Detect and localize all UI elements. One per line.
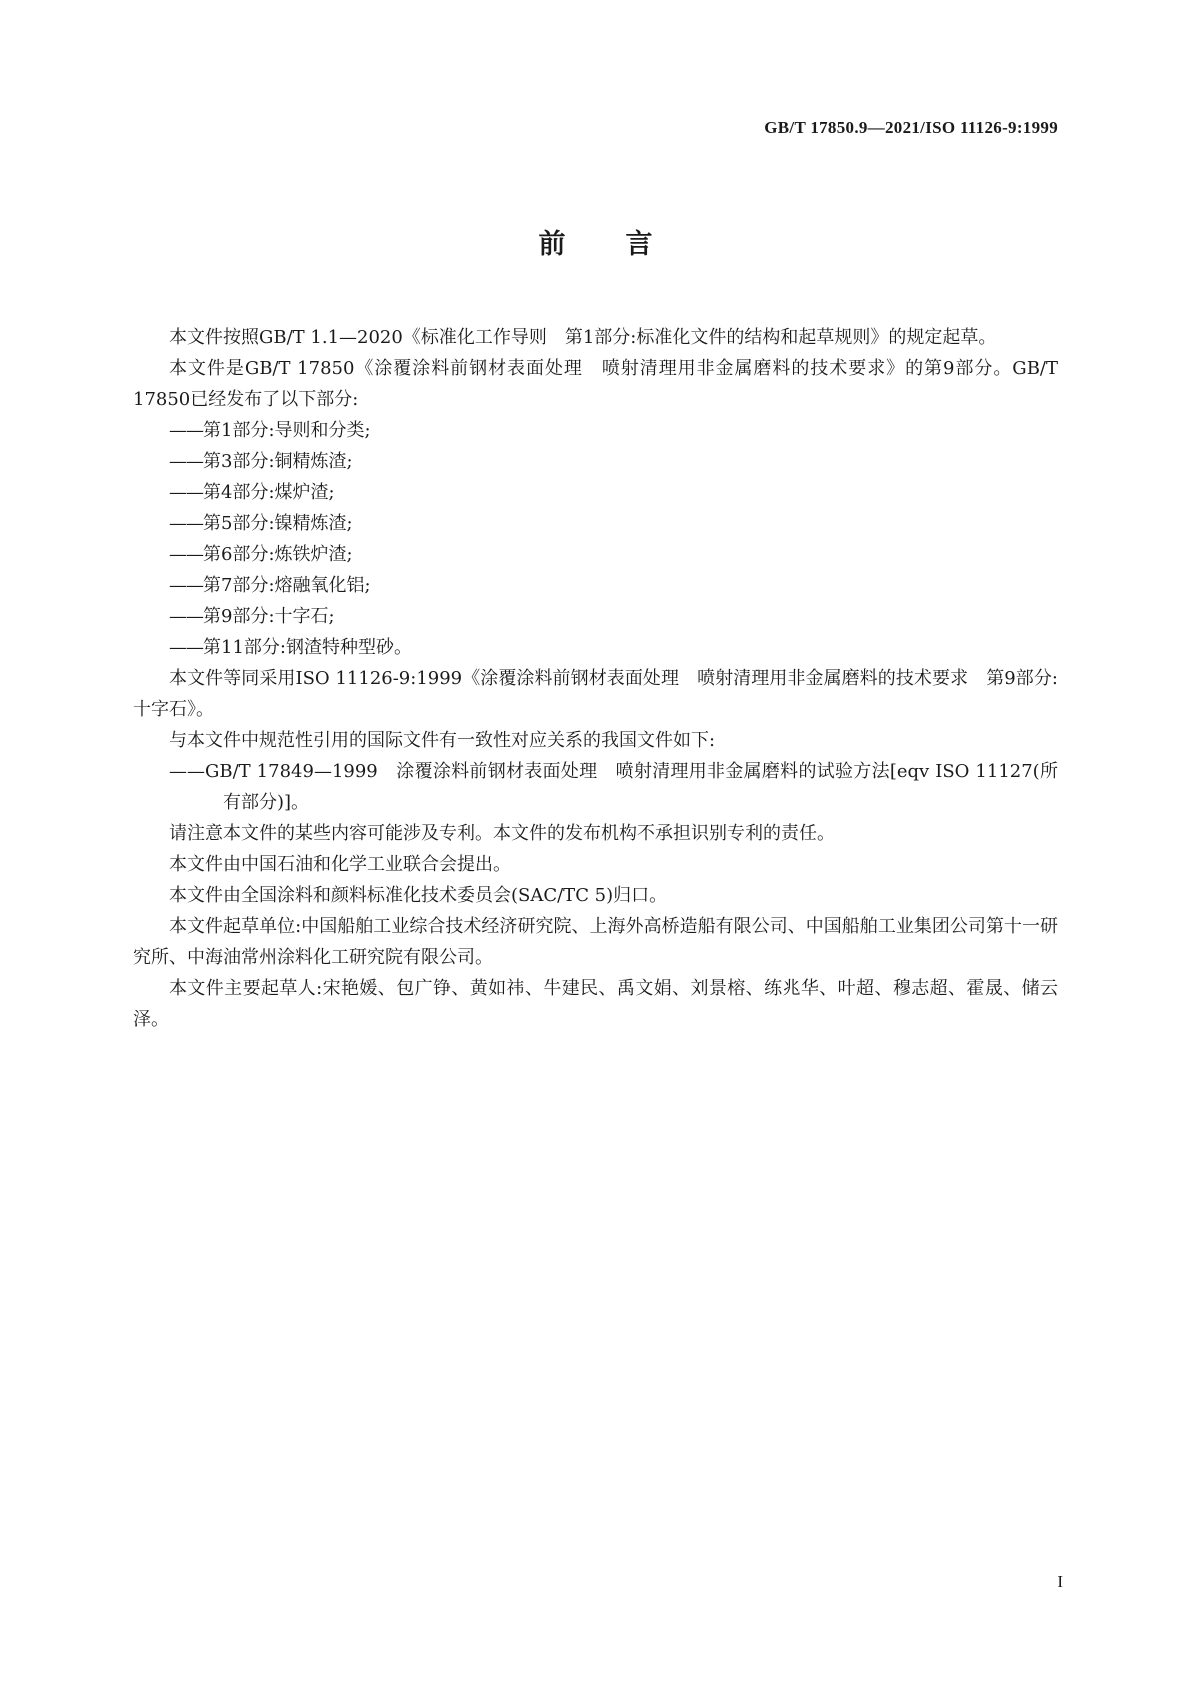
list-dash: —— — [169, 451, 203, 472]
title-char-1: 前 — [538, 229, 566, 260]
list-item-text: 第9部分:十字石; — [203, 606, 335, 627]
list-item-text: 第4部分:煤炉渣; — [203, 482, 335, 503]
list-dash: —— — [169, 637, 203, 658]
standard-code-header: GB/T 17850.9—2021/ISO 11126-9:1999 — [764, 118, 1058, 137]
paragraph-iso-adoption: 本文件等同采用ISO 11126-9:1999《涂覆涂料前钢材表面处理 喷射清理用非金属磨料的技术要求 第9部分:十字石》。 — [133, 668, 1058, 720]
list-dash: —— — [169, 544, 203, 565]
page-number: I — [1057, 1572, 1063, 1591]
list-item — [133, 601, 1058, 632]
paragraph-patent-notice: 请注意本文件的某些内容可能涉及专利。本文件的发布机构不承担识别专利的责任。 — [169, 823, 835, 844]
title-char-2: 言 — [625, 229, 653, 260]
paragraph-series-intro: 本文件是GB/T 17850《涂覆涂料前钢材表面处理 喷射清理用非金属磨料的技术要求》的第9部分。GB/T 17850已经发布了以下部分: — [133, 358, 1058, 410]
list-dash: —— — [169, 482, 203, 503]
list-dash: —— — [169, 761, 205, 782]
paragraph-technical-committee: 本文件由全国涂料和颜料标准化技术委员会(SAC/TC 5)归口。 — [169, 885, 668, 906]
list-item-text: 第6部分:炼铁炉渣; — [203, 544, 353, 565]
list-item — [133, 477, 1058, 508]
list-dash: —— — [169, 606, 203, 627]
list-dash: —— — [169, 513, 203, 534]
list-dash: —— — [169, 575, 203, 596]
paragraph-drafters: 本文件主要起草人:宋艳媛、包广铮、黄如祎、牛建民、禹文娟、刘景榕、练兆华、叶超、穆志超、霍晟、储云泽。 — [133, 978, 1058, 1030]
list-item-text: 第11部分:钢渣特种型砂。 — [203, 637, 412, 658]
paragraph-drafting-rules: 本文件按照GB/T 1.1—2020《标准化工作导则 第1部分:标准化文件的结构和起草规则》的规定起草。 — [169, 327, 997, 348]
list-item — [133, 632, 1058, 663]
list-item — [133, 539, 1058, 570]
page-title — [0, 222, 1191, 261]
list-item — [133, 415, 1058, 446]
list-item-text: 第1部分:导则和分类; — [203, 420, 371, 441]
paragraph-proposer: 本文件由中国石油和化学工业联合会提出。 — [169, 854, 511, 875]
list-dash: —— — [169, 420, 203, 441]
reference-item — [133, 756, 1058, 818]
list-item — [133, 446, 1058, 477]
paragraph-references-intro: 与本文件中规范性引用的国际文件有一致性对应关系的我国文件如下: — [169, 730, 716, 751]
list-item-text: 第5部分:镍精炼渣; — [203, 513, 353, 534]
list-item-text: 第7部分:熔融氧化铝; — [203, 575, 371, 596]
list-item — [133, 508, 1058, 539]
list-item — [133, 570, 1058, 601]
paragraph-drafting-units: 本文件起草单位:中国船舶工业综合技术经济研究院、上海外高桥造船有限公司、中国船舶工业集团公司第十一研究所、中海油常州涂料化工研究院有限公司。 — [133, 916, 1058, 968]
list-item-text: 第3部分:铜精炼渣; — [203, 451, 353, 472]
foreword-body — [133, 322, 1058, 1035]
reference-item-text: GB/T 17849—1999 涂覆涂料前钢材表面处理 喷射清理用非金属磨料的试验方法[eqv ISO 11127(所有部分)]。 — [205, 761, 1058, 813]
